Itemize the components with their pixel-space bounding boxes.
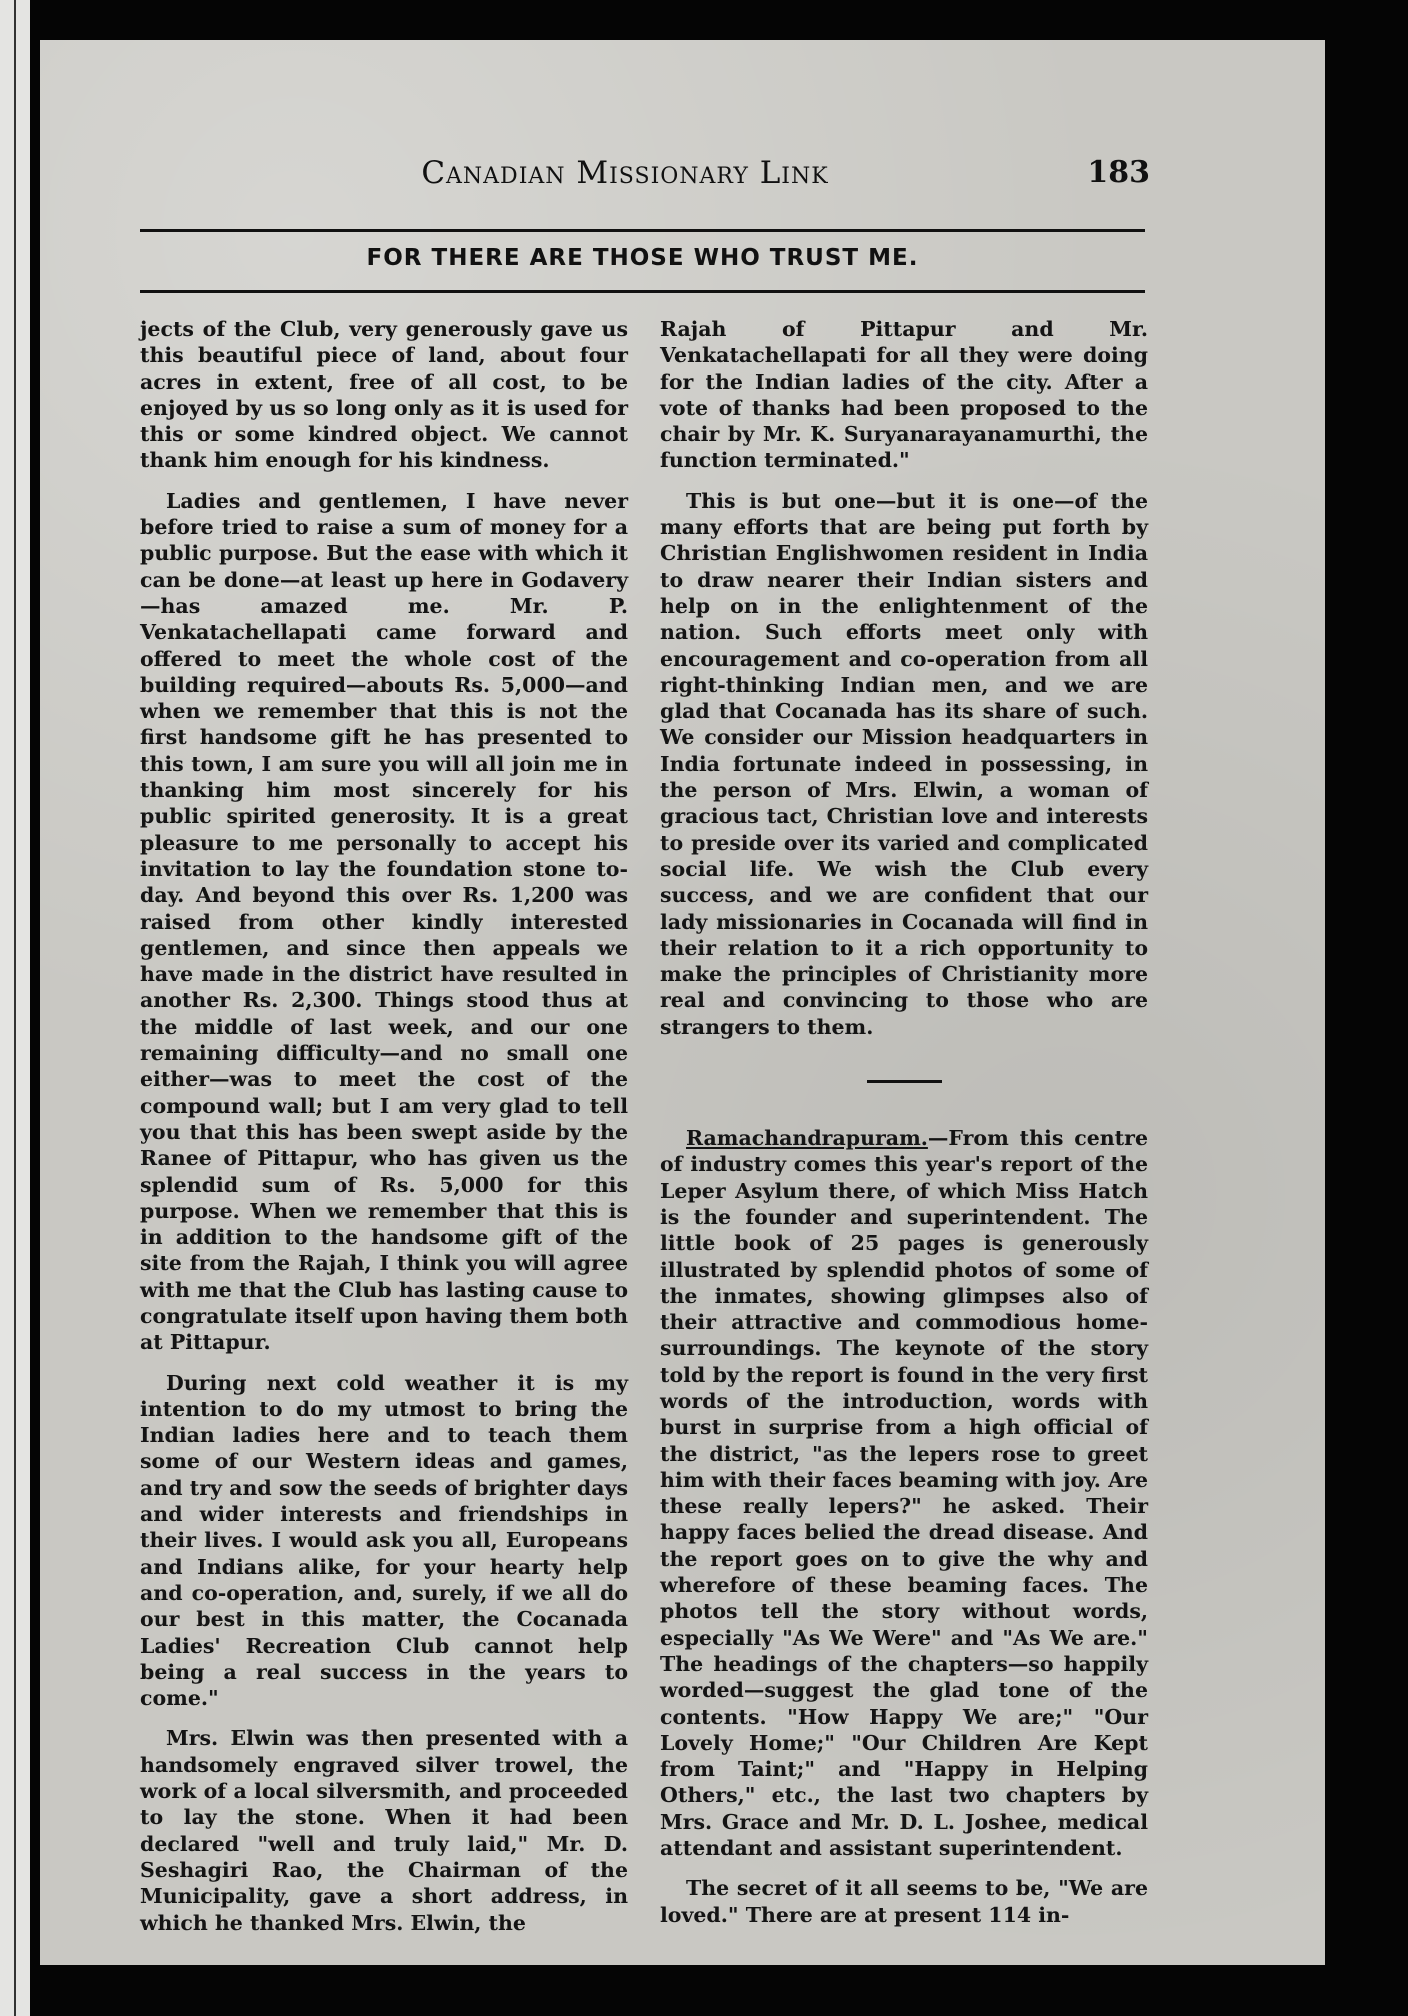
header-rule-top — [140, 229, 1145, 232]
right-paragraph-1: Rajah of Pittapur and Mr. Venkatachellapati for all they were doing for the Indian ladies of the city. After a vote of thanks had been proposed to the chair by Mr. K. Suryanarayanamurthi, the function terminated." — [660, 317, 1148, 473]
section-lead: Ramachandrapuram. — [686, 1126, 928, 1151]
adjacent-page-edge — [0, 0, 30, 2016]
section-separator — [867, 1080, 942, 1083]
right-paragraph-2: This is but one—but it is one—of the many efforts that are being put forth by Christian Englishwomen resident in India to draw nearer their Indian sisters and help on in the enlightenment of the nation. Such efforts meet only with encouragement and co-operation from all right-thinking Indian men, and we are glad that Cocanada has its share of such. We consider our Mission headquarters in India fortunate indeed in possessing, in the person of Mrs. Elwin, a woman of gracious tact, Christian love and interests to preside over its varied and complicated social life. We wish the Club every success, and we are confident that our lady missionaries in Cocanada will find in their relation to it a rich opportunity to make the principles of Christianity more real and convincing to those who are strangers to them. — [660, 488, 1148, 1039]
left-paragraph-2: Ladies and gentlemen, I have never before tried to raise a sum of money for a public purpose. But the ease with which it can be done—at least up here in Godavery—has amazed me. Mr. P. Venkatachellapati came forward and offered to meet the whole cost of the building required—abouts Rs. 5,000—and when we remember that this is not the first handsome gift he has presented to this town, I am sure you will all join me in thanking him most sincerely for his public spirited generosity. It is a great pleasure to me personally to accept his invitation to lay the foundation stone to-day. And beyond this over Rs. 1,200 was raised from other kindly interested gentlemen, and since then appeals we have made in the district have resulted in another Rs. 2,300. Things stood thus at the middle of last week, and our one remaining difficulty—and no small one either—was to meet the cost of the compound wall; but I am very glad to tell you that this has been swept aside by the Ranee of Pittapur, who has given us the splendid sum of Rs. 5,000 for this purpose. When we remember that this is in addition to the handsome gift of the site from the Rajah, I think you will agree with me that the Club has lasting cause to congratulate itself upon having them both at Pittapur. — [140, 488, 628, 1355]
left-paragraph-4: Mrs. Elwin was then presented with a handsomely engraved silver trowel, the work of a local silversmith, and proceeded to lay the stone. When it had been declared "well and truly laid," Mr. D. Seshagiri Rao, the Chairman of the Municipality, gave a short address, in which he thanked Mrs. Elwin, the — [140, 1726, 628, 1935]
journal-title: Canadian Missionary Link — [421, 155, 829, 191]
header-rule-bottom — [140, 290, 1145, 293]
ramachandrapuram-paragraph — [660, 1125, 1148, 1861]
page-number: 183 — [1087, 155, 1150, 190]
left-paragraph-3: During next cold weather it is my intention to do my utmost to bring the Indian ladies here and to teach them some of our Western ideas and games, and try and sow the seeds of brighter days and wider interests and friendships in their lives. I would ask you all, Europeans and Indians alike, for your hearty help and co-operation, and, surely, if we all do our best in this matter, the Cocanada Ladies' Recreation Club cannot help being a real success in the years to come." — [140, 1370, 628, 1711]
left-paragraph-1: jects of the Club, very generously gave us this beautiful piece of land, about four acres in extent, free of all cost, to be enjoyed by us so long only as it is used for this or some kindred object. We cannot thank him enough for his kindness. — [140, 317, 628, 473]
left-column — [140, 316, 628, 1936]
running-head — [100, 155, 1150, 205]
right-column — [660, 316, 1148, 1928]
section-text: —From this centre of industry comes this year's report of the Leper Asylum there, of which Miss Hatch is the founder and superintendent. The little book of 25 pages is generously illustrated by splendid photos of some of the inmates, showing glimpses also of their attractive and commodious home-surroundings. The keynote of the story told by the report is found in the very first words of the introduction, words with burst in surprise from a high official of the district, "as the lepers rose to greet him with their faces beaming with joy. Are these really lepers?" he asked. Their happy faces belied the dread disease. And the report goes on to give the why and wherefore of these beaming faces. The photos tell the story without words, especially "As We Were" and "As We are." The headings of the chapters—so happily worded—suggest the glad tone of the contents. "How Happy We are;" "Our Lovely Home;" "Our Children Are Kept from Taint;" and "Happy in Helping Others," etc., the last two chapters by Mrs. Grace and Mr. D. L. Joshee, medical attendant and assistant superintendent. — [660, 1126, 1148, 1861]
right-last-paragraph: The secret of it all seems to be, "We are loved." There are at present 114 in- — [660, 1876, 1148, 1927]
motto-banner: FOR THERE ARE THOSE WHO TRUST ME. — [366, 245, 919, 271]
